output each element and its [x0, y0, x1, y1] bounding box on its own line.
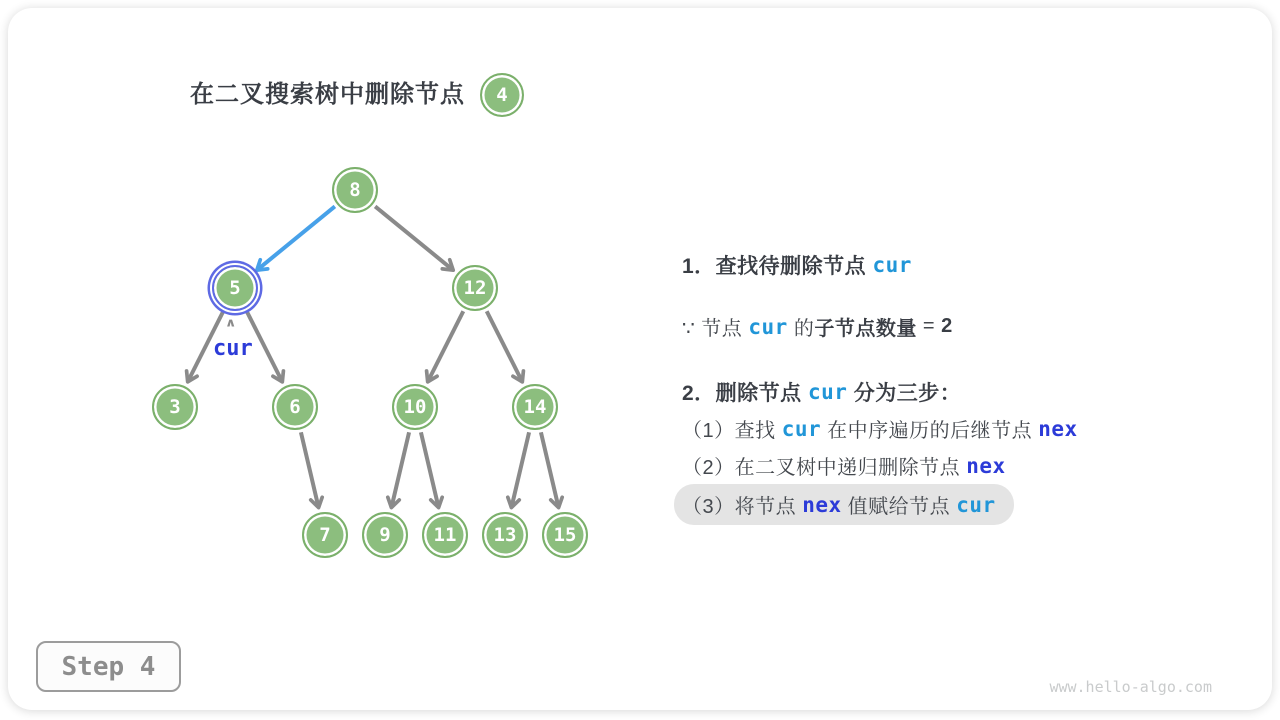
tree-node-15: 15 — [542, 512, 588, 558]
note-segment-normal: = — [916, 315, 942, 337]
note-segment-normal: （2）在二叉树中递归删除节点 — [682, 457, 967, 479]
note-segment-bold: 分为三步： — [847, 381, 962, 405]
step-indicator — [36, 641, 181, 692]
note-segment-royal: nex — [966, 453, 1006, 478]
tree-edge-8-5 — [257, 206, 334, 269]
note-segment-normal: （3）将节点 — [682, 496, 803, 518]
tree-node-13: 13 — [482, 512, 528, 558]
tree-node-12: 12 — [452, 265, 498, 311]
note-line-5 — [682, 447, 1202, 484]
title-row — [190, 73, 524, 117]
tree-edge-12-10 — [428, 311, 463, 381]
cursor-label: cur — [213, 336, 253, 361]
note-segment-bold: 2 — [941, 315, 953, 337]
note-segment-normal: 的 — [787, 318, 815, 340]
note-segment-royal: nex — [1038, 416, 1078, 441]
note-segment-cyan: cur — [872, 252, 912, 277]
note-segment-normal: 在中序遍历的后继节点 — [821, 420, 1039, 442]
tree-node-9: 9 — [362, 512, 408, 558]
tree-edge-12-14 — [487, 311, 522, 381]
tree-edge-6-7 — [301, 432, 318, 506]
tree-node-8: 8 — [332, 167, 378, 213]
note-segment-cyan: cur — [781, 416, 822, 441]
note-segment-bold: 子节点数量 — [814, 318, 917, 340]
tree-node-10: 10 — [392, 384, 438, 430]
notes-panel — [682, 246, 1202, 525]
cursor-caret-icon: ∧ — [225, 315, 237, 329]
tree-edge-10-11 — [421, 432, 438, 506]
page-title: 在二叉搜索树中删除节点 — [190, 81, 465, 108]
tree-edge-8-12 — [375, 206, 452, 269]
tree-edge-14-13 — [512, 432, 529, 506]
tree-edge-14-15 — [541, 432, 558, 506]
tree-node-3: 3 — [152, 384, 198, 430]
note-line-2 — [682, 308, 1202, 345]
note-segment-cyan: cur — [748, 314, 788, 339]
note-line-4 — [682, 410, 1202, 447]
tree-node-7: 7 — [302, 512, 348, 558]
tree-node-5: 5 — [212, 265, 258, 311]
note-segment-normal: （1）查找 — [682, 420, 782, 442]
tree-edge-10-9 — [392, 432, 409, 506]
title-count-badge — [480, 73, 524, 117]
note-line-1 — [682, 246, 1202, 283]
note-segment-cyan: cur — [808, 379, 848, 404]
watermark: www.hello-algo.com — [1049, 678, 1212, 696]
note-line-6 — [674, 484, 1014, 525]
note-segment-bold: 1．查找待删除节点 — [682, 254, 873, 278]
note-segment-cyan: cur — [956, 492, 996, 517]
note-line-3 — [682, 373, 1202, 410]
tree-node-6: 6 — [272, 384, 318, 430]
note-segment-normal: 值赋给节点 — [841, 496, 957, 518]
note-segment-royal: nex — [802, 492, 842, 517]
note-segment-bold: 2．删除节点 — [682, 381, 809, 405]
title-count-value: 4 — [496, 84, 508, 106]
tree-node-14: 14 — [512, 384, 558, 430]
tree-node-11: 11 — [422, 512, 468, 558]
step-indicator-label: Step 4 — [61, 651, 156, 682]
note-segment-normal: ∵ 节点 — [682, 318, 749, 340]
